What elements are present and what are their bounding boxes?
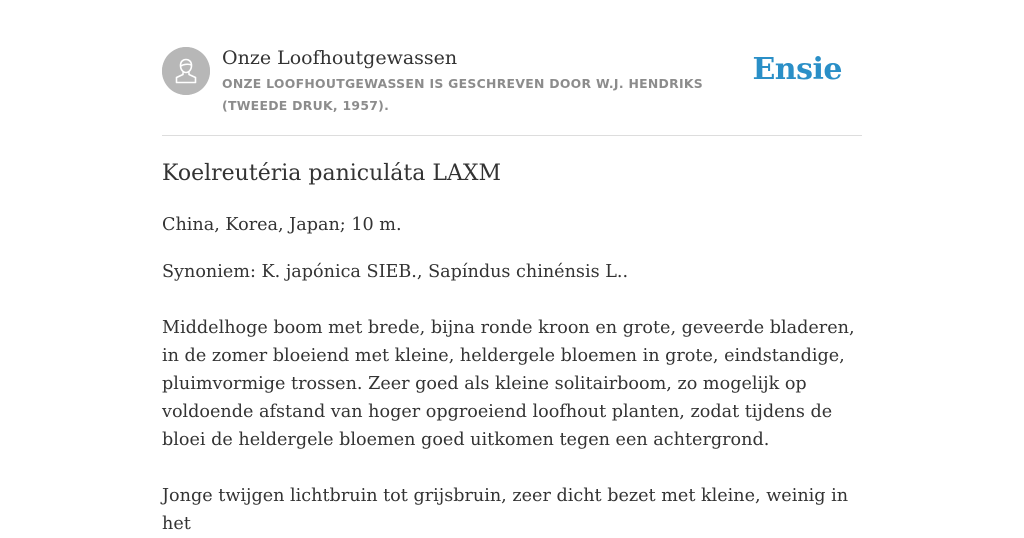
entry-paragraph-twigs: Jonge twijgen lichtbruin tot grijsbruin, zeer dicht bezet met kleine, weinig in het [162, 486, 849, 534]
entry-paragraph-synonyms: Synoniem: K. japónica SIEB., Sapíndus chinénsis L.. [162, 262, 629, 282]
source-header [162, 0, 862, 136]
source-description: ONZE LOOFHOUTGEWASSEN IS GESCHREVEN DOOR W.J. HENDRIKS (TWEEDE DRUK, 1957). [222, 76, 704, 113]
user-avatar-icon[interactable] [162, 47, 210, 95]
source-meta [222, 45, 752, 117]
ensie-logo[interactable]: Ensie [752, 52, 842, 87]
page-container [162, 0, 862, 534]
entry-paragraph-origin: China, Korea, Japan; 10 m. [162, 215, 402, 235]
entry-paragraph-description: Middelhoge boom met brede, bijna ronde kroon en grote, geveerde bladeren, in de zomer bloeiend met kleine, heldergele bloemen in grote, eindstandige, pluimvormige trossen. Zeer goed als kleine solitairboom, zo mogelijk op voldoende afstand van hoger opgroeiend loofhout planten, zodat tijdens de bloei de heldergele bloemen goed uitkomen tegen een achtergrond. [162, 318, 855, 450]
source-title[interactable]: Onze Loofhoutgewassen [222, 47, 458, 69]
entry-title: Koelreutéria paniculáta LAXM [162, 161, 502, 186]
